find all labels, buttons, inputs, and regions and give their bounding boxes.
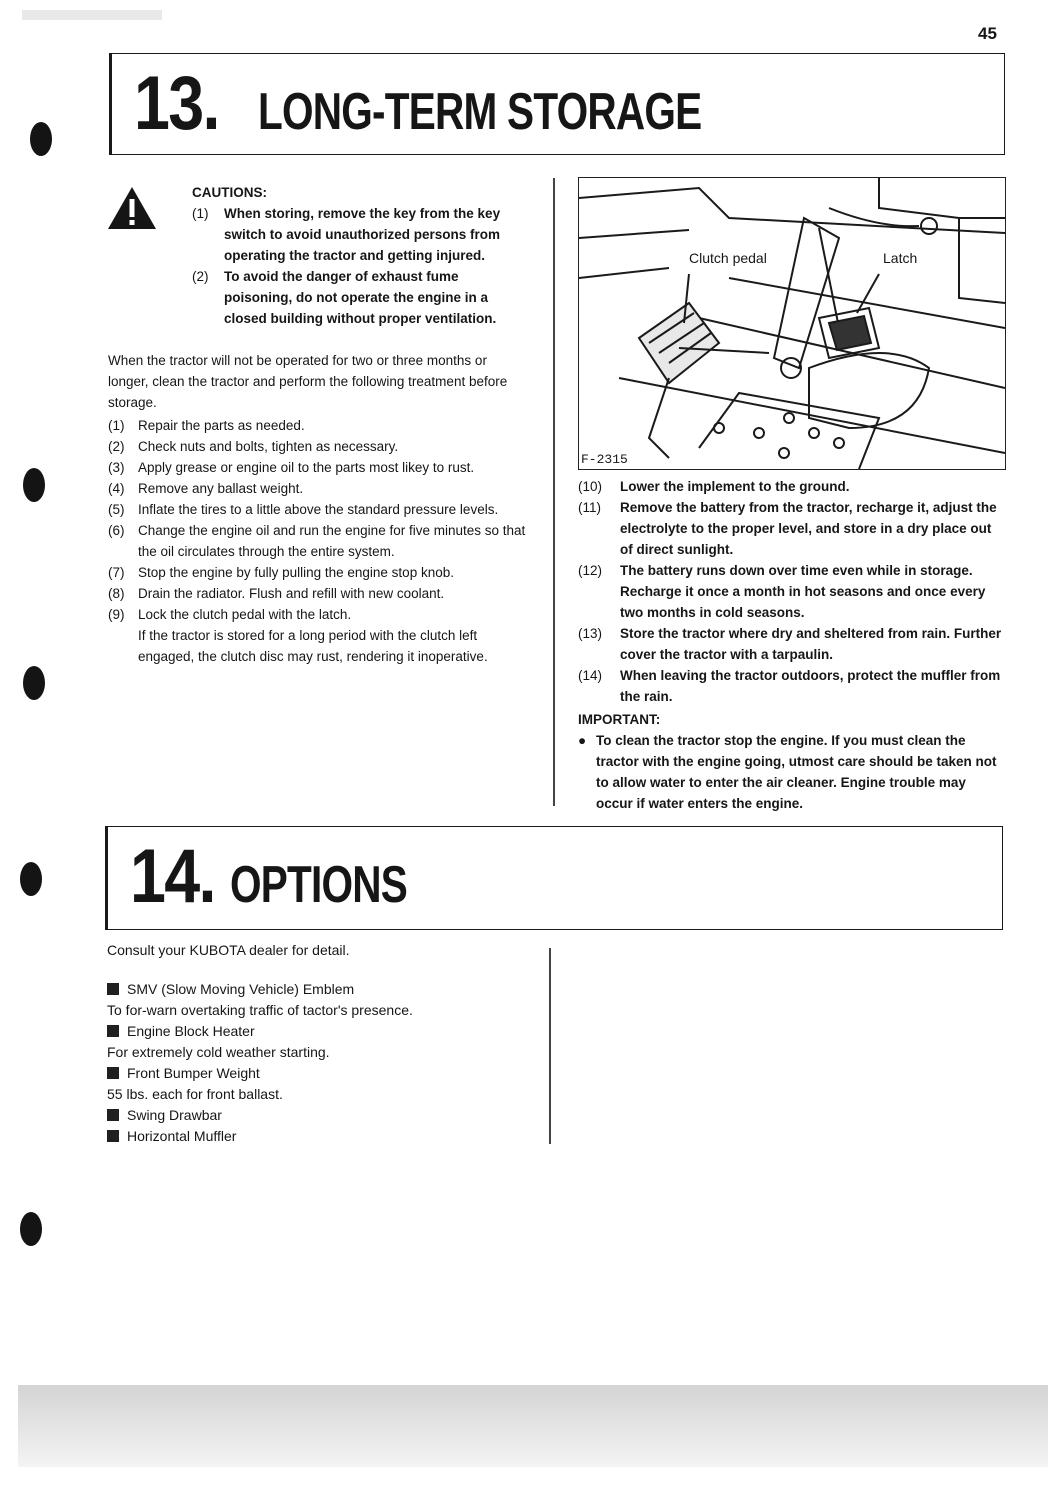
- warning-icon: [106, 185, 158, 231]
- step-number: (10): [578, 479, 603, 494]
- step-text: Check nuts and bolts, tighten as necessary.: [138, 439, 399, 454]
- step-number: (2): [108, 439, 125, 454]
- important-note: [578, 730, 1004, 814]
- option-title: Horizontal Muffler: [127, 1128, 237, 1144]
- caution-text: To avoid the danger of exhaust fume poisoning, do not operate the engine in a closed building without proper ventilation.: [224, 269, 497, 326]
- figure-code: F-2315: [581, 452, 628, 467]
- step-text: Change the engine oil and run the engine for five minutes so that the oil circulates through the entire system.: [138, 523, 526, 559]
- storage-step: [108, 457, 530, 478]
- storage-step: [108, 562, 530, 583]
- options-intro: Consult your KUBOTA dealer for detail.: [107, 942, 350, 958]
- storage-step: [578, 623, 1004, 665]
- binder-hole: [30, 122, 52, 156]
- option-title: Engine Block Heater: [127, 1023, 255, 1039]
- scan-artifact: [22, 10, 162, 20]
- storage-intro: When the tractor will not be operated for two or three months or longer, clean the tractor and perform the following treatment before storage.: [108, 353, 508, 410]
- storage-step: [108, 499, 530, 520]
- clutch-latch-figure: [578, 177, 1006, 470]
- clutch-pedal-illustration: [579, 178, 1005, 469]
- section-14-number: 14.: [130, 834, 215, 919]
- option-title: SMV (Slow Moving Vehicle) Emblem: [127, 981, 355, 997]
- step-number: (11): [578, 500, 602, 515]
- step-number: (1): [108, 418, 125, 433]
- scan-shadow: [18, 1385, 1048, 1467]
- bullet-icon: ●: [578, 733, 587, 748]
- page-number: 45: [978, 24, 997, 43]
- step-number: (3): [108, 460, 125, 475]
- caution-number: (1): [192, 206, 209, 221]
- storage-step: [108, 436, 530, 457]
- option-title: Front Bumper Weight: [127, 1065, 260, 1081]
- clutch-pedal-label: Clutch pedal: [689, 250, 767, 266]
- step-text: Repair the parts as needed.: [138, 418, 305, 433]
- important-heading: IMPORTANT:: [578, 712, 661, 727]
- step-number: (5): [108, 502, 125, 517]
- binder-hole: [23, 468, 45, 502]
- bullet-square-icon: [107, 1025, 119, 1037]
- section-13-title: LONG-TERM STORAGE: [258, 83, 702, 141]
- important-text: To clean the tractor stop the engine. If you must clean the tractor with the engine going, utmost care should be taken not to allow water to enter the air cleaner. Engine trouble may occur if water enters the engine.: [596, 733, 997, 811]
- step-text: Lower the implement to the ground.: [620, 479, 850, 494]
- step-text: Store the tractor where dry and sheltered from rain. Further cover the tractor with a tarpaulin.: [620, 626, 1002, 662]
- step-number: (12): [578, 563, 603, 578]
- step-text: Remove the battery from the tractor, recharge it, adjust the electrolyte to the proper level, and store in a dry place out of direct sunlight.: [620, 500, 997, 557]
- step-text: Drain the radiator. Flush and refill with new coolant.: [138, 586, 445, 601]
- section-14-banner: [105, 826, 1003, 930]
- bullet-square-icon: [107, 983, 119, 995]
- options-block: [107, 940, 547, 1147]
- storage-step: [578, 560, 1004, 623]
- option-description: For extremely cold weather starting.: [107, 1044, 330, 1060]
- bullet-square-icon: [107, 1067, 119, 1079]
- latch-label: Latch: [883, 250, 918, 266]
- section-14-title: OPTIONS: [230, 856, 408, 914]
- storage-step: [578, 665, 1004, 707]
- caution-item: [192, 203, 530, 266]
- binder-hole: [20, 862, 42, 896]
- step-text: Inflate the tires to a little above the standard pressure levels.: [138, 502, 499, 517]
- cautions-heading: CAUTIONS:: [192, 185, 267, 200]
- storage-step: [108, 415, 530, 436]
- storage-step: [578, 476, 1004, 497]
- step-text: The battery runs down over time even while in storage. Recharge it once a month in hot seasons and once every two months in cold seasons.: [620, 563, 986, 620]
- option-description: 55 lbs. each for front ballast.: [107, 1086, 283, 1102]
- step-text: When leaving the tractor outdoors, protect the muffler from the rain.: [620, 668, 1001, 704]
- step-text: Stop the engine by fully pulling the engine stop knob.: [138, 565, 454, 580]
- step-number: (4): [108, 481, 125, 496]
- step-text: Lock the clutch pedal with the latch.: [138, 607, 352, 622]
- bullet-square-icon: [107, 1130, 119, 1142]
- step-text: Apply grease or engine oil to the parts most likey to rust.: [138, 460, 475, 475]
- step-text: Remove any ballast weight.: [138, 481, 304, 496]
- storage-right-column: [578, 476, 1004, 814]
- option-item: [107, 1021, 547, 1042]
- step-number: (8): [108, 586, 125, 601]
- storage-step: [108, 583, 530, 604]
- storage-step: [108, 520, 530, 562]
- storage-left-column: [108, 350, 530, 667]
- storage-step: [108, 604, 530, 625]
- step-9-note: If the tractor is stored for a long period with the clutch left engaged, the clutch disc may rust, rendering it inoperative.: [138, 628, 488, 664]
- binder-hole: [20, 1212, 42, 1246]
- storage-step: [578, 497, 1004, 560]
- section-13-number: 13.: [134, 61, 219, 146]
- option-item: [107, 1105, 547, 1126]
- column-divider: [549, 948, 551, 1144]
- cautions-block: [192, 182, 530, 329]
- option-item: [107, 1126, 547, 1147]
- storage-step: [108, 478, 530, 499]
- option-title: Swing Drawbar: [127, 1107, 222, 1123]
- option-description: To for-warn overtaking traffic of tactor's presence.: [107, 1002, 413, 1018]
- option-item: [107, 1063, 547, 1084]
- option-item: [107, 979, 547, 1000]
- caution-number: (2): [192, 269, 209, 284]
- step-number: (13): [578, 626, 603, 641]
- step-number: (7): [108, 565, 125, 580]
- section-13-banner: [109, 53, 1005, 155]
- caution-item: [192, 266, 530, 329]
- caution-text: When storing, remove the key from the key switch to avoid unauthorized persons from operating the tractor and getting injured.: [224, 206, 501, 263]
- column-divider: [553, 178, 555, 806]
- binder-hole: [23, 666, 45, 700]
- step-number: (9): [108, 607, 125, 622]
- bullet-square-icon: [107, 1109, 119, 1121]
- step-number: (6): [108, 523, 125, 538]
- step-number: (14): [578, 668, 603, 683]
